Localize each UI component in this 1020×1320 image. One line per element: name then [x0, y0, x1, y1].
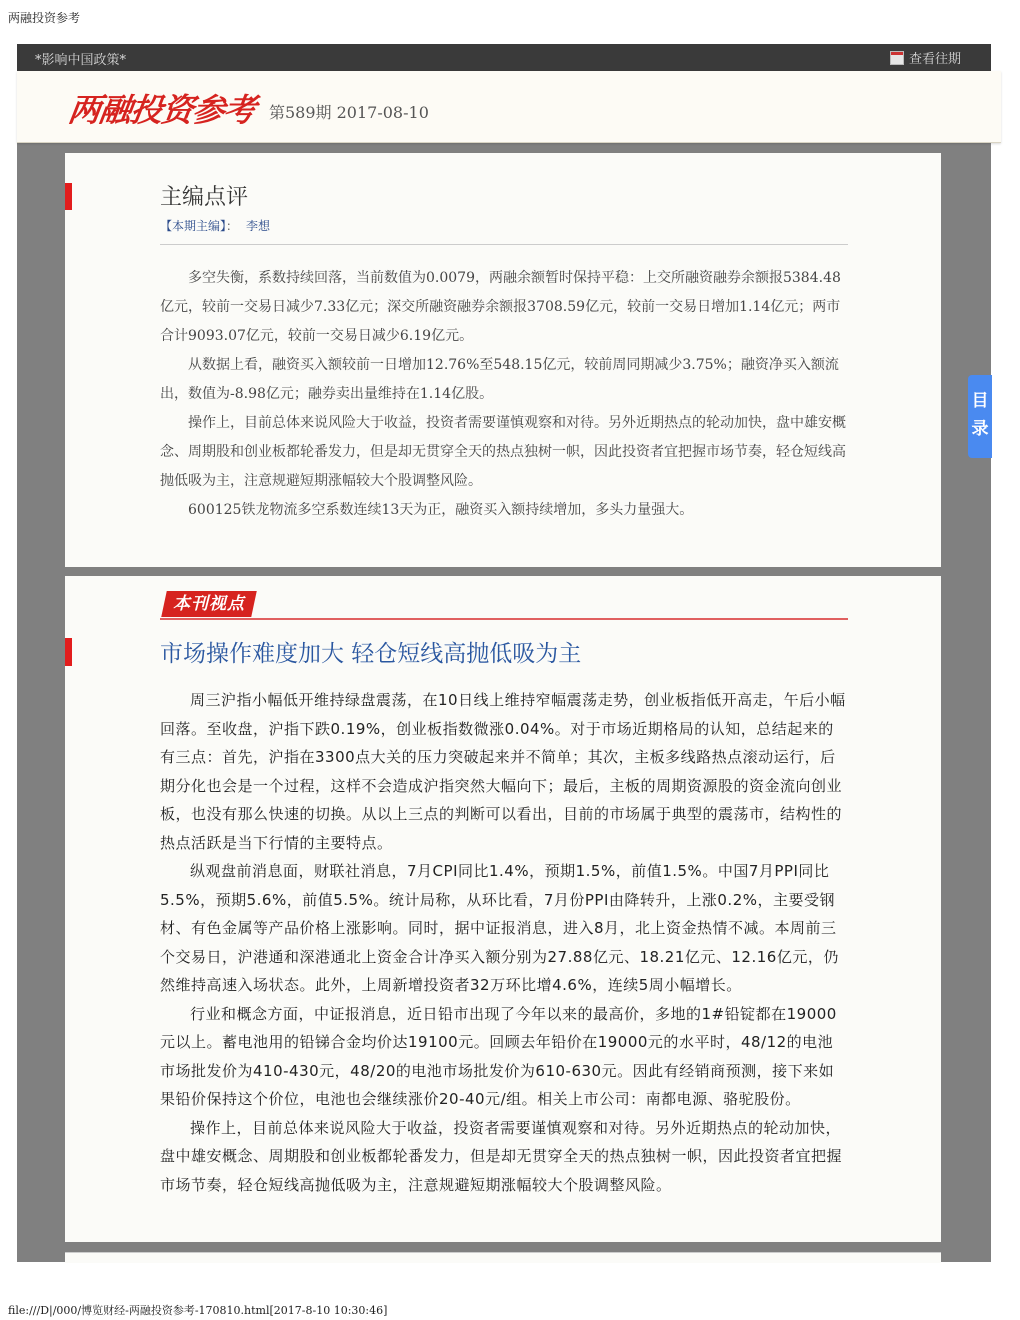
calendar-icon — [890, 51, 904, 65]
history-link[interactable] — [890, 48, 961, 67]
toc-char: 目 — [971, 391, 989, 411]
logo[interactable]: 两融投资参考 — [66, 91, 258, 129]
divider — [160, 244, 848, 245]
toc-button[interactable] — [968, 375, 992, 458]
paragraph: 纵观盘前消息面，财联社消息，7月CPI同比1.4%，预期1.5%，前值1.5%。中国7月PPI同比5.5%，预期5.6%，前值5.5%。统计局称，从环比看，7月份PPI由降转升，上涨0.2%，主要受钢材、有色金属等产品价格上涨影响。同时，据中证报消息，进入8月，北上资金热情不减。本周前三个交易日，沪港通和深港通北上资金合计净买入额分别为27.88亿元、18.21亿元、12.16亿元，仍然维持高速入场状态。此外，上周新增投资者32万环比增4.6%，连续5周小幅增长。 — [160, 862, 839, 994]
print-footer-path: file:///D|/000/博览财经-两融投资参考-170810.html[2017-8-10 10:30:46] — [8, 1304, 388, 1317]
paragraph: 操作上，目前总体来说风险大于收益，投资者需要谨慎观察和对待。另外近期热点的轮动加快，盘中雄安概念、周期股和创业板都轮番发力，但是却无贯穿全天的热点独树一帜，因此投资者宜把握市场节奏，轻仓短线高抛低吸为主，注意规避短期涨幅较大个股调整风险。 — [160, 415, 846, 489]
paragraph: 行业和概念方面，中证报消息，近日铅市出现了今年以来的最高价，多地的1#铅锭都在19000元以上。蓄电池用的铅锑合金均价达19100元。回顾去年铅价在19000元的水平时，48/12的电池市场批发价为410-430元，48/20的电池市场批发价为610-630元。因此有经销商预测，接下来如果铅价保持这个价位，电池也会继续涨价20-40元/组。相关上市公司：南都电源、骆驼股份。 — [160, 1004, 837, 1108]
editor-comment-panel — [65, 153, 941, 567]
masthead — [17, 71, 1001, 143]
paragraph: 周三沪指小幅低开维持绿盘震荡，在10日线上维持窄幅震荡走势，创业板指低开高走，午后小幅回落。至收盘，沪指下跌0.19%，创业板指数微涨0.04%。对于市场近期格局的认知，总结起来的有三点：首先，沪指在3300点大关的压力突破起来并不简单；其次，主板多线路热点滚动运行，后期分化也会是一个过程，这样不会造成沪指突然大幅向下；最后，主板的周期资源股的资金流向创业板，也没有那么快速的切换。从以上三点的判断可以看出，目前的市场属于典型的震荡市，结构性的热点活跃是当下行情的主要特点。 — [160, 691, 846, 852]
editor-label: 【本期主编】 — [160, 219, 227, 233]
top-bar — [17, 44, 991, 71]
editor-separator: ： — [226, 219, 239, 233]
section-title: 主编点评 — [160, 185, 249, 210]
next-panel-edge — [65, 1252, 941, 1263]
paragraph: 从数据上看，融资买入额较前一日增加12.76%至548.15亿元，较前周同期减少3.75%；融资净买入额流出，数值为-8.98亿元；融券卖出量维持在1.14亿股。 — [160, 357, 839, 402]
editor-comment-body — [160, 264, 848, 525]
page-title: 两融投资参考 — [8, 11, 81, 25]
editor-name[interactable]: 李想 — [246, 219, 271, 233]
issue-info: 第589期 2017-08-10 — [269, 103, 429, 122]
editor-line — [160, 217, 270, 234]
toc-char: 录 — [971, 419, 989, 439]
section-marker — [65, 183, 72, 210]
paragraph: 600125铁龙物流多空系数连续13天为正，融资买入额持续增加，多头力量强大。 — [188, 502, 694, 518]
history-label: 查看往期 — [908, 52, 961, 67]
badge-underline — [160, 618, 848, 620]
article-headline: 市场操作难度加大 轻仓短线高抛低吸为主 — [160, 641, 582, 667]
article-body — [160, 686, 848, 1199]
slogan: *影响中国政策* — [35, 53, 127, 68]
viewpoint-badge — [160, 591, 258, 617]
section-marker — [65, 638, 72, 666]
paragraph: 多空失衡，系数持续回落，当前数值为0.0079，两融余额暂时保持平稳：上交所融资融券余额报5384.48亿元，较前一交易日减少7.33亿元；深交所融资融券余额报3708.59亿元，较前一交易日增加1.14亿元；两市合计9093.07亿元，较前一交易日减少6.19亿元。 — [160, 270, 841, 344]
paragraph: 操作上，目前总体来说风险大于收益，投资者需要谨慎观察和对待。另外近期热点的轮动加快，盘中雄安概念、周期股和创业板都轮番发力，但是却无贯穿全天的热点独树一帜，因此投资者宜把握市场节奏，轻仓短线高抛低吸为主，注意规避短期涨幅较大个股调整风险。 — [160, 1118, 843, 1194]
badge-label: 本刊视点 — [173, 594, 245, 614]
viewpoint-panel — [65, 576, 941, 1242]
